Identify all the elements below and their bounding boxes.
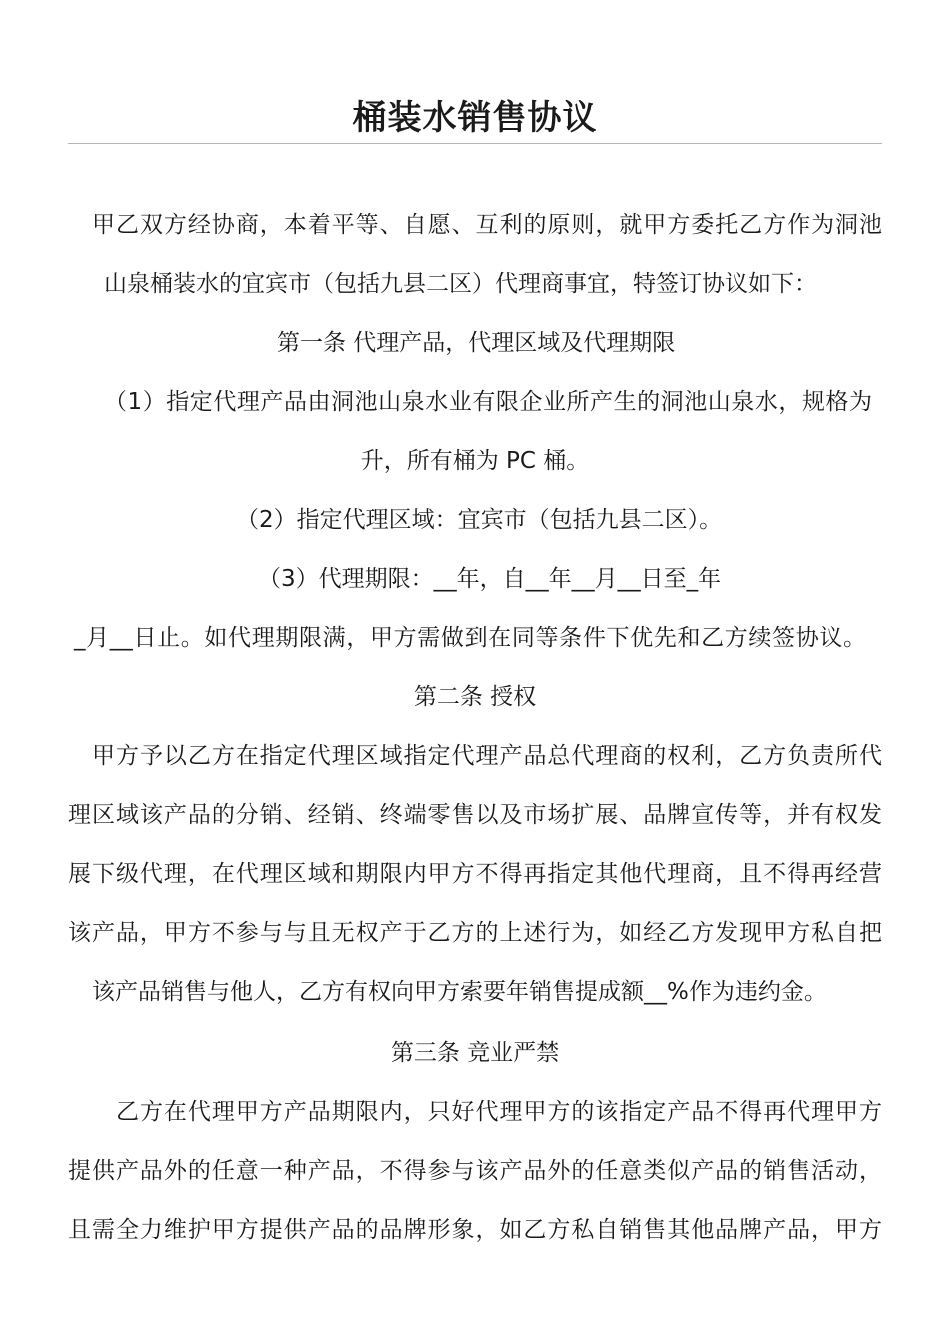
paragraph-line: （2）指定代理区域：宜宾市（包括九县二区）。 [236, 507, 723, 533]
paragraph-line: 该产品销售与他人，乙方有权向甲方索要年销售提成额__%作为违约金。 [92, 979, 827, 1005]
paragraph-line: 甲乙双方经协商，本着平等、自愿、互利的原则，就甲方委托乙方作为洞池 [92, 212, 882, 238]
section-heading: 第三条 竞业严禁 [390, 1040, 560, 1066]
paragraph-line: （3）代理期限：__年，自__年__月__日至_年 [258, 566, 722, 592]
document-title: 桶装水销售协议 [352, 98, 598, 138]
paragraph-line: 理区域该产品的分销、经销、终端零售以及市场扩展、品牌宣传等，并有权发 [68, 802, 882, 828]
paragraph-line: 乙方在代理甲方产品期限内，只好代理甲方的该指定产品不得再代理甲方 [116, 1099, 882, 1125]
title-divider [68, 143, 882, 144]
paragraph-line: 甲方予以乙方在指定代理区域指定代理产品总代理商的权利，乙方负责所代 [92, 743, 882, 769]
paragraph-line: 展下级代理，在代理区域和期限内甲方不得再指定其他代理商，且不得再经营 [68, 861, 882, 887]
paragraph-line: 山泉桶装水的宜宾市（包括九县二区）代理商事宜，特签订协议如下： [104, 271, 817, 297]
paragraph-line: 且需全力维护甲方提供产品的品牌形象，如乙方私自销售其他品牌产品，甲方 [68, 1217, 882, 1243]
paragraph-line: 升，所有桶为 PC 桶。 [360, 448, 590, 474]
section-heading: 第二条 授权 [413, 684, 537, 710]
paragraph-line: （1）指定代理产品由洞池山泉水业有限企业所产生的洞池山泉水，规格为 [104, 389, 872, 415]
paragraph-line: _月__日止。如代理期限满，甲方需做到在同等条件下优先和乙方续签协议。 [74, 625, 866, 651]
paragraph-line: 该产品，甲方不参与与且无权产于乙方的上述行为，如经乙方发现甲方私自把 [68, 920, 882, 946]
section-heading: 第一条 代理产品，代理区域及代理期限 [277, 330, 676, 356]
paragraph-line: 提供产品外的任意一种产品，不得参与该产品外的任意类似产品的销售活动， [68, 1158, 882, 1184]
